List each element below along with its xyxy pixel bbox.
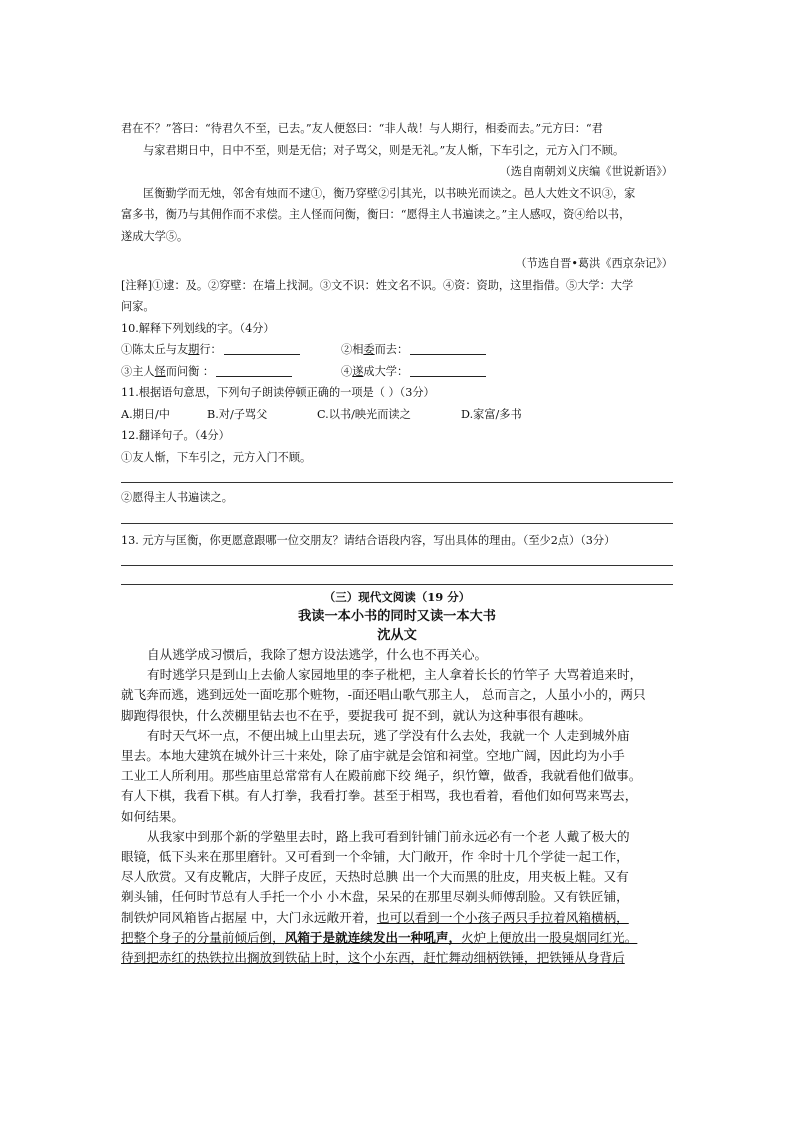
q10-item2: [341, 343, 488, 356]
q10-item3-post: 而问衡 ：: [165, 364, 215, 378]
article-author: 沈从文: [377, 628, 417, 643]
modern-p3-line3: 工业工人所利用。那些庙里总常常有人在殿前廊下绞 绳子，织竹簟，做香，我就看他们做事。: [121, 768, 642, 784]
modern-reading-section-title: （三）现代文阅读（19 分）: [323, 590, 471, 604]
q10-item4: [341, 365, 488, 378]
q10-answer-blank-4[interactable]: [410, 364, 486, 377]
modern-p2-line3: 脚跑得很快，什么茨棚里钻去也不在乎，要捉我可 捉不到，就认为这种事很有趣味。: [121, 707, 591, 723]
q10-item1-mark: 期: [188, 343, 200, 356]
exam-page: [121, 118, 673, 968]
q12-answer-line-2[interactable]: [121, 509, 673, 524]
question-12-sentence2: ②愿得主人书遍读之。: [121, 491, 233, 504]
q11-option-b[interactable]: B.对/子骂父: [207, 407, 268, 421]
q11-option-d[interactable]: D.家富/多书: [461, 407, 522, 421]
question-12-sentence1: ①友人惭，下车引之，元方入门不顾。: [121, 450, 312, 464]
question-11-stem: 11.根据语句意思，下列句子朗读停顿正确的一项是（ ）（3分）: [121, 386, 435, 399]
question-12-stem: 12.翻译句子。（4分）: [121, 429, 230, 442]
modern-p4-line6: [121, 928, 673, 948]
q10-item2-mark: 委: [363, 343, 375, 356]
q11-option-c[interactable]: C.以书/映光而读之: [317, 407, 411, 421]
passage1-line2: 与家君期日中，日中不至，则是无信；对子骂父，则是无礼。”友人惭，下车引之，元方入门不顾。: [143, 143, 625, 157]
q10-answer-blank-2[interactable]: [410, 342, 486, 355]
q12-answer-line-1[interactable]: [121, 468, 673, 483]
passage1-source: （选自南朝刘义庆编《世说新语》）: [499, 165, 673, 178]
modern-p4-line7: 待到把赤红的热铁拉出搁放到铁砧上时，这个小东西，赶忙舞动细柄铁锤，把铁锤从身背后: [121, 950, 625, 966]
modern-p2-line2: 就飞奔而逃，逃到远处一面吃那个赃物，-面还唱山歌气那主人， 总而言之，人虽小小的，两只: [121, 687, 646, 703]
notes-line1: [注释]①逮：及。②穿壁：在墙上找洞。③文不识：姓文名不识。④资：资助，这里指借。⑤大学：大学: [121, 278, 634, 292]
q10-item2-post: 而去：: [374, 343, 409, 356]
passage2-line3: 遂成大学⑤。: [121, 229, 189, 243]
modern-p4-line6-bold: 风箱于是就连续发出一种吼声，: [284, 929, 462, 945]
passage2-source: （节选自晋•葛洪《西京杂记》）: [515, 257, 673, 270]
q13-answer-line-2[interactable]: [121, 570, 673, 585]
question-10-row2: [121, 361, 673, 383]
modern-p4-line5: [121, 908, 673, 928]
q10-answer-blank-1[interactable]: [224, 342, 300, 355]
modern-p3-line2: 里去。本地大建筑在城外计三十来处，除了庙宇就是会馆和祠堂。空地广阔，因此均为小手: [121, 748, 625, 764]
modern-p4-line1: 从我家中到那个新的学塾里去时，路上我可看到针铺门前永远必有一个老 人戴了极大的: [147, 828, 630, 844]
passage1-line1: 君在不？”答曰：“待君久不至，已去。”友人便怒曰：“非人哉！与人期行，相委而去。”元方曰：“君: [121, 122, 603, 135]
modern-p3-line1: 有时天气坏一点，不便出城上山里去玩，逃了学没有什么去处，我就一个 人走到城外庙: [147, 727, 630, 743]
q10-item4-post: 成大学：: [363, 364, 409, 378]
modern-p4-line4: 剃头铺，任何时节总有人手托一个小 小木盘，呆呆的在那里尽剃头师傅刮脸。又有铁匠铺，: [121, 889, 629, 905]
modern-p2-line1: 有时逃学只是到山上去偷人家园地里的李子枇杷，主人拿着长长的竹竿子 大骂着追来时，: [147, 667, 643, 683]
modern-p4-line5-underlined: 也可以看到一个小孩子两只手拉着风箱横柄，: [376, 909, 629, 925]
modern-p3-line5: 如何结果。: [121, 808, 184, 824]
modern-p3-line4: 有人下棋，我看下棋。有人打拳，我看打拳。甚至于相骂，我也看着，看他们如何骂来骂去，: [121, 788, 638, 804]
question-10-stem: 10.解释下列划线的字。（4分）: [121, 321, 275, 335]
question-10-row1: [121, 339, 673, 361]
q13-answer-line-1[interactable]: [121, 551, 673, 566]
modern-p4-line3: 尽人欣赏。又有皮靴店，大胖子皮匠，天热时总腆 出一个大而黑的肚皮，用夹板上鞋。又有: [121, 869, 629, 885]
q10-item3-mark: 怪: [154, 364, 166, 378]
q10-item3-pre: ③主人: [121, 364, 155, 378]
notes-line2: 问家。: [121, 300, 155, 313]
q10-item1: [121, 339, 341, 361]
q10-item2-pre: ②相: [341, 343, 364, 356]
modern-p4-line2: 眼镜，低下头来在那里磨针。又可看到一个伞铺，大门敞开，作 伞时十几个学徒一起工作，: [121, 849, 629, 865]
q10-item1-post: 行：: [199, 343, 222, 356]
modern-p4-line6-a: 把整个身子的分量前倾后倒，: [121, 929, 285, 945]
q10-item4-pre: ④: [341, 364, 353, 378]
modern-p4-line6-c: 火炉上便放出一股臭烟同红光。: [461, 929, 638, 945]
q11-option-a[interactable]: A.期日/中: [121, 407, 170, 421]
q10-item4-mark: 遂: [352, 364, 364, 378]
modern-p1: 自从逃学成习惯后，我除了想方设法逃学，什么也不再关心。: [147, 647, 488, 662]
passage2-line2: 富多书，衡乃与其佣作而不求偿。主人怪而问衡，衡曰：“愿得主人书遍读之。”主人感叹，资④给以书，: [121, 208, 631, 221]
q10-answer-blank-3[interactable]: [216, 364, 292, 377]
question-11-options: [121, 404, 673, 426]
passage2-line1: 匡衡勤学而无烛，邻舍有烛而不逮①，衡乃穿壁②引其光，以书映光而读之。邑人大姓文不识③，家: [143, 186, 636, 200]
question-13-stem: 13. 元方与匡衡，你更愿意跟哪一位交朋友？请结合语段内容，写出具体的理由。（至少2点）（3分）: [121, 533, 616, 547]
article-title: 我读一本小书的同时又读一本大书: [298, 609, 496, 624]
modern-p4-line5-a: 制铁炉同风箱皆占据屋 中，大门永远敞开着，: [121, 909, 377, 925]
q10-item1-pre: ①陈太丘与友: [121, 343, 189, 356]
q10-item3: [121, 361, 341, 383]
